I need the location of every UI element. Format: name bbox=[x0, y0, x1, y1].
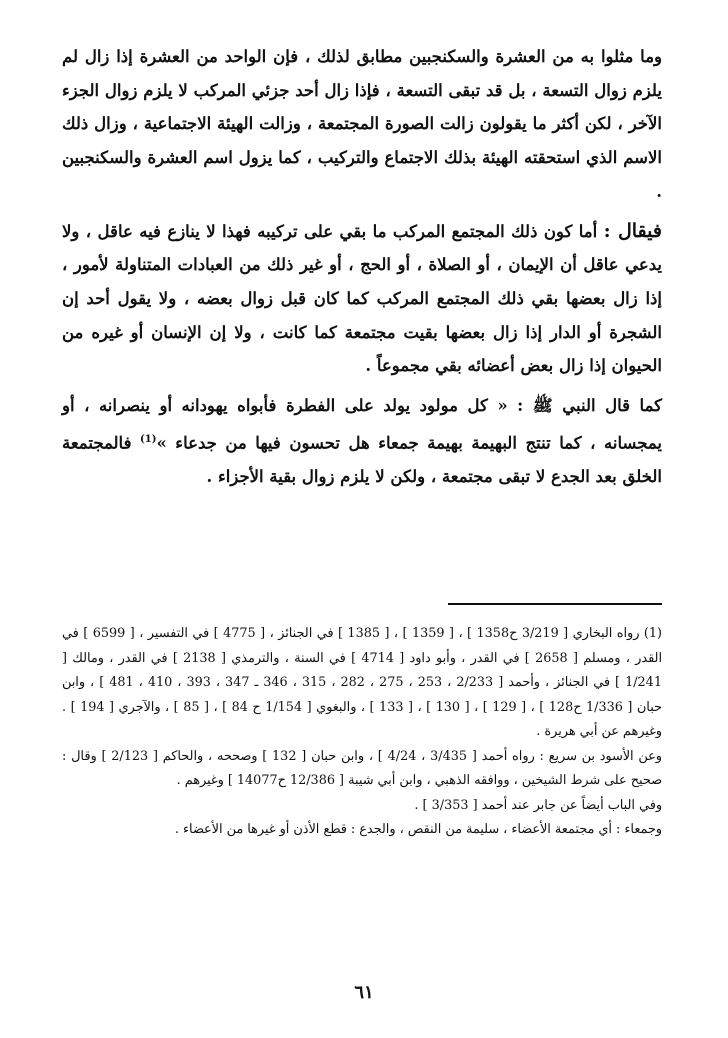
footnote-1-jabir: وفي الباب أيضاً عن جابر عند أحمد [ 3/353 ] . bbox=[414, 797, 662, 813]
main-text bbox=[62, 40, 662, 494]
footnote-1-gloss: وجمعاء : أي مجتمعة الأعضاء ، سليمة من النقص ، والجدع : قطع الأذن أو غيرها من الأعضاء . bbox=[174, 822, 662, 837]
hadith-quote: « كل مولود يولد على الفطرة فأبواه يهودانه أو ينصرانه ، أو يمجسانه ، كما تنتج البهيمة بهيمة جمعاء هل تحسون فيها من جدعاء » bbox=[62, 396, 663, 453]
paragraph-3 bbox=[62, 389, 662, 494]
page-number: ٦١ bbox=[354, 982, 374, 1003]
paragraph-2 bbox=[62, 215, 662, 384]
paragraph-2-body: أما كون ذلك المجتمع المركب ما بقي على تركيبه فهذا لا ينازع فيه عاقل ، ولا يدعي عاقل أن الإيمان ، أو الصلاة ، أو الحج ، أو غير ذلك من العبادات المتناولة لأمور ، إذا زال بعضها بقي ذلك المجتمع المركب كما كان قبل زوال بعضه ، ولا يقول أحد إن الشجرة أو الدار إذا زال بعضها بقيت مجتمعة كما كانت ، ولا إن الإنسان أو غيره من الحيوان إذا زال بعض أعضائه بقي مجموعاً . bbox=[62, 221, 662, 376]
hadith-intro: كما قال النبي ﷺ : bbox=[507, 396, 662, 416]
footnote-separator bbox=[448, 603, 662, 605]
footnote-reference: (1) bbox=[140, 433, 157, 445]
footnotes bbox=[62, 622, 662, 843]
paragraph-3-rest: فالمجتمعة الخلق بعد الجدع لا تبقى مجتمعة ، ولكن لا يلزم زوال بقية الأجزاء . bbox=[62, 433, 662, 486]
footnote-1-aswad: وعن الأسود بن سريع : رواه أحمد [ 3/435 ، 4/24 ] ، وابن حبان [ 132 ] وصححه ، والحاكم [ 2/123 ] وقال : صحيح على شرط الشيخين ، ووافقه الذهبي ، وابن أبي شيبة [ 12/386 ح14077 ] وغيرهم . bbox=[62, 748, 662, 788]
footnote-1: (1) رواه البخاري [ 3/219 ح1358 ] ، [ 1359 ] ، [ 1385 ] في الجنائز ، [ 4775 ] في التفسير ، [ 6599 ] في القدر ، ومسلم [ 2658 ] في القدر ، وأبو داود [ 4714 ] في السنة ، والترمذي [ 2138 ] في القدر ، ومالك [ 1/241 ] في الجنائز ، وأحمد [ 2/233 ، 253 ، 275 ، 282 ، 315 ، 346 ـ 347 ، 393 ، 410 ، 481 ] ، وابن حبان [ 1/336 ح128 ] ، [ 129 ] ، [ 130 ] ، [ 133 ] ، والبغوي [ 1/154 ح 84 ] ، [ 85 ] ، والآجري [ 194 ] . وغيرهم عن أبي هريرة . bbox=[62, 626, 662, 739]
paragraph-1: وما مثلوا به من العشرة والسكنجبين مطابق لذلك ، فإن الواحد من العشرة إذا زال لم يلزم زوال التسعة ، بل قد تبقى التسعة ، فإذا زال أحد جزئي المركب لا يلزم زوال الجزء الآخر ، لكن أكثر ما يقولون زالت الصورة المجتمعة ، وزالت الهيئة الاجتماعية ، وزال ذلك الاسم الذي استحقته الهيئة بذلك الاجتماع والتركيب ، كما يزول اسم العشرة والسكنجبين . bbox=[62, 47, 662, 201]
lead-word-fayuqal: فيقال : bbox=[603, 219, 662, 242]
